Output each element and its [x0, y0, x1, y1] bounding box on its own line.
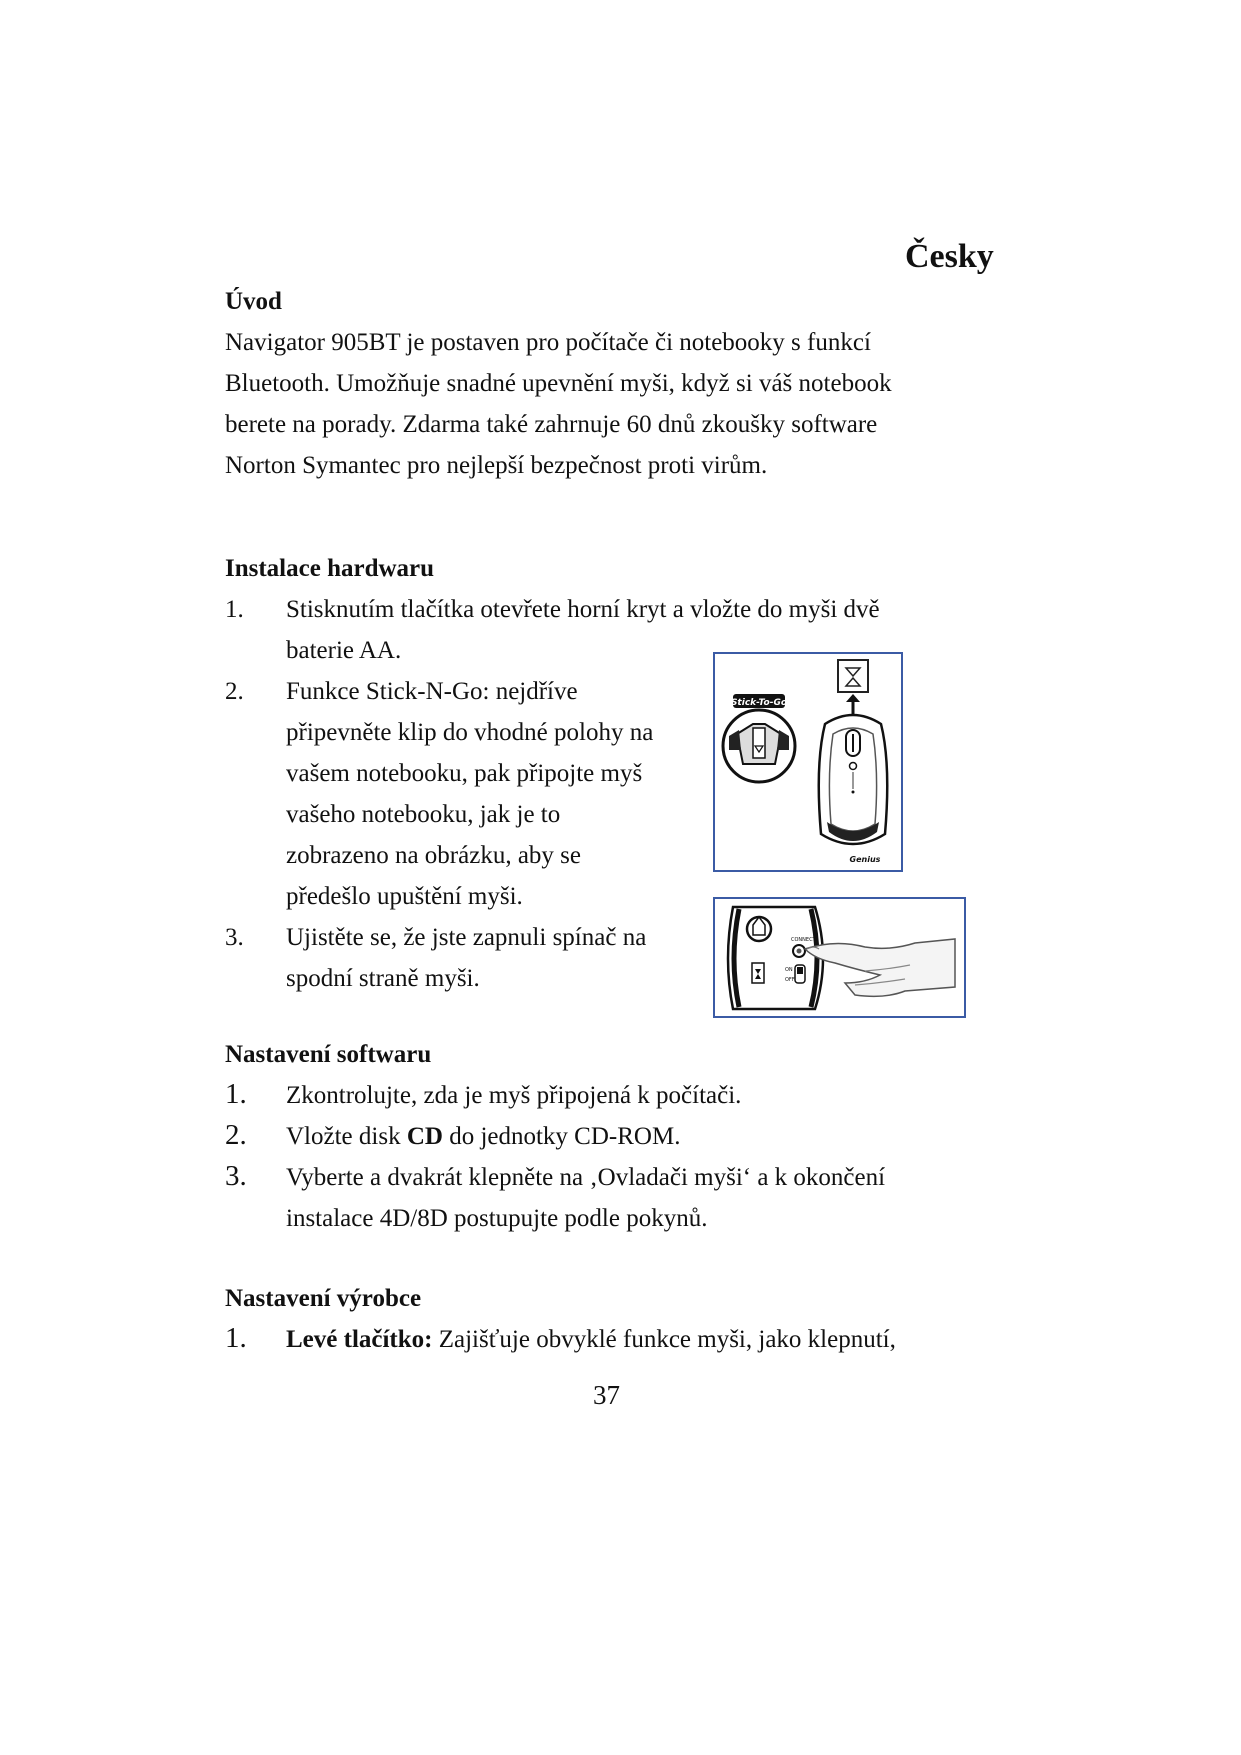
off-label: OFF	[785, 977, 795, 983]
hardware-item-line: zobrazeno na obrázku, aby se	[286, 842, 581, 869]
hardware-item-line: Stisknutím tlačítka otevřete horní kryt a vložte do myši dvě	[286, 596, 880, 623]
page-number: 37	[593, 1380, 620, 1410]
factory-item-text: Zajišťuje obvyklé funkce myši, jako klepnutí,	[432, 1326, 896, 1353]
mouse-clip-illustration	[715, 654, 901, 870]
software-item-text: Vložte disk	[286, 1123, 407, 1150]
factory-item-number: 1.	[225, 1322, 247, 1354]
left-button-term: Levé tlačítko:	[286, 1326, 433, 1353]
hardware-item-line: baterie AA.	[286, 637, 402, 664]
hardware-item-line: spodní straně myši.	[286, 965, 480, 992]
software-item-text: do jednotky CD-ROM.	[442, 1123, 681, 1150]
hardware-item-line: připevněte klip do vhodné polohy na	[286, 719, 654, 746]
software-item-number: 1.	[225, 1078, 247, 1110]
brand-logo-text: Genius	[849, 855, 881, 864]
power-switch-illustration	[715, 899, 964, 1016]
hardware-item-line: Funkce Stick-N-Go: nejdříve	[286, 678, 578, 705]
intro-line: Navigator 905BT je postaven pro počítače či notebooky s funkcí	[225, 329, 871, 356]
stick-to-go-label: Stick-To-Go	[730, 698, 788, 708]
hardware-item-line: vašeho notebooku, jak je to	[286, 801, 561, 828]
software-item-line: Zkontrolujte, zda je myš připojená k počítači.	[286, 1082, 742, 1109]
hardware-item-number: 1.	[225, 596, 244, 623]
power-switch-figure	[713, 897, 966, 1018]
software-heading: Nastavení softwaru	[225, 1041, 432, 1068]
intro-line: Bluetooth. Umožňuje snadné upevnění myši, když si váš notebook	[225, 370, 892, 397]
hardware-item-line: předešlo upuštění myši.	[286, 883, 523, 910]
cd-emphasis: CD	[406, 1123, 443, 1150]
software-item-line: Vyberte a dvakrát klepněte na ‚Ovladači myši‘ a k okončení	[286, 1164, 886, 1191]
hardware-item-number: 3.	[225, 924, 244, 951]
software-item-line: instalace 4D/8D postupujte podle pokynů.	[286, 1205, 708, 1232]
hardware-item-number: 2.	[225, 678, 244, 705]
intro-line: berete na porady. Zdarma také zahrnuje 60 dnů zkoušky software	[225, 411, 878, 438]
intro-line: Norton Symantec pro nejlepší bezpečnost proti virům.	[225, 452, 768, 479]
mouse-clip-figure	[713, 652, 903, 872]
language-label: Česky	[905, 238, 994, 275]
factory-heading: Nastavení výrobce	[225, 1285, 422, 1312]
hardware-item-line: vašem notebooku, pak připojte myš	[286, 760, 643, 787]
connect-label: CONNECT	[791, 937, 816, 943]
factory-item-line	[286, 1325, 896, 1355]
software-item-number: 2.	[225, 1119, 247, 1151]
hardware-item-line: Ujistěte se, že jste zapnuli spínač na	[286, 924, 647, 951]
software-item-number: 3.	[225, 1160, 247, 1192]
on-label: ON	[785, 967, 793, 973]
software-item-line	[286, 1122, 680, 1152]
hardware-heading: Instalace hardwaru	[225, 555, 435, 582]
intro-heading: Úvod	[225, 288, 282, 315]
